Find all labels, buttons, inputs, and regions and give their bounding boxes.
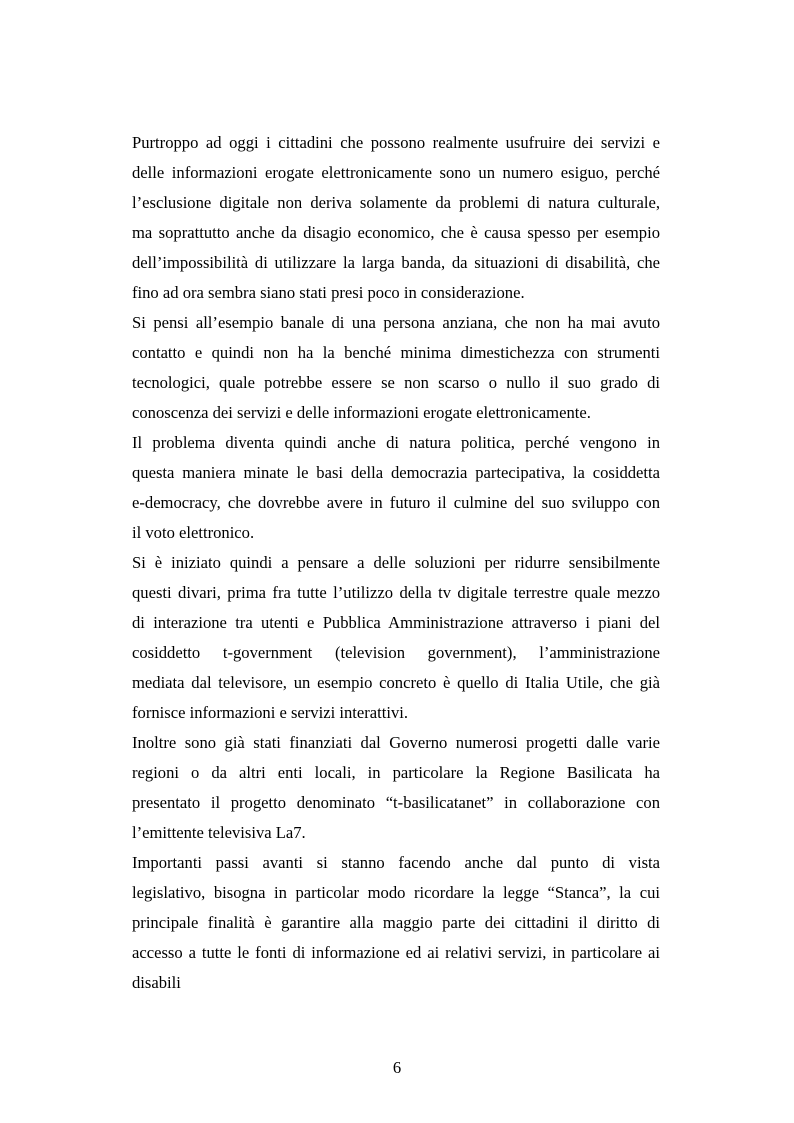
text-line: Il problema diventa quindi anche di natura politica, perché vengono in <box>132 433 660 452</box>
text-line: e-democracy, che dovrebbe avere in futuro il culmine del suo sviluppo con <box>132 493 660 512</box>
text-line: presentato il progetto denominato “t-basilicatanet” in collaborazione con <box>132 793 660 812</box>
text-line: contatto e quindi non ha la benché minima dimestichezza con strumenti <box>132 343 660 362</box>
text-line: Si pensi all’esempio banale di una persona anziana, che non ha mai avuto <box>132 313 660 332</box>
text-line: l’esclusione digitale non deriva solamente da problemi di natura culturale, <box>132 193 660 212</box>
text-line: ma soprattutto anche da disagio economico, che è causa spesso per esempio <box>132 223 660 242</box>
text-line: questi divari, prima fra tutte l’utilizzo della tv digitale terrestre quale mezzo <box>132 583 660 602</box>
text-line: Si è iniziato quindi a pensare a delle soluzioni per ridurre sensibilmente <box>132 553 660 572</box>
paragraph-6 <box>132 848 660 998</box>
paragraph-2 <box>132 308 660 428</box>
paragraph-3 <box>132 428 660 548</box>
paragraph-1 <box>132 128 660 308</box>
text-line: disabili <box>132 973 181 992</box>
text-line: conoscenza dei servizi e delle informazioni erogate elettronicamente. <box>132 403 591 422</box>
text-line: fino ad ora sembra siano stati presi poco in considerazione. <box>132 283 525 302</box>
text-line: mediata dal televisore, un esempio concreto è quello di Italia Utile, che già <box>132 673 660 692</box>
body-text <box>132 128 660 998</box>
text-line: delle informazioni erogate elettronicamente sono un numero esiguo, perché <box>132 163 660 182</box>
text-line: l’emittente televisiva La7. <box>132 823 306 842</box>
text-line: accesso a tutte le fonti di informazione ed ai relativi servizi, in particolare ai <box>132 943 660 962</box>
text-line: fornisce informazioni e servizi interattivi. <box>132 703 409 722</box>
text-line: legislativo, bisogna in particolar modo ricordare la legge “Stanca”, la cui <box>132 883 660 902</box>
text-line: Purtroppo ad oggi i cittadini che possono realmente usufruire dei servizi e <box>132 133 660 152</box>
text-line: il voto elettronico. <box>132 523 255 542</box>
text-line: Inoltre sono già stati finanziati dal Governo numerosi progetti dalle varie <box>132 733 660 752</box>
page-number: 6 <box>392 1058 402 1077</box>
text-line: cosiddetto t-government (television government), l’amministrazione <box>132 643 660 662</box>
text-line: tecnologici, quale potrebbe essere se non scarso o nullo il suo grado di <box>132 373 660 392</box>
paragraph-5 <box>132 728 660 848</box>
text-line: di interazione tra utenti e Pubblica Amministrazione attraverso i piani del <box>132 613 660 632</box>
text-line: principale finalità è garantire alla maggio parte dei cittadini il diritto di <box>132 913 660 932</box>
text-line: Importanti passi avanti si stanno facendo anche dal punto di vista <box>132 853 660 872</box>
text-line: questa maniera minate le basi della democrazia partecipativa, la cosiddetta <box>132 463 660 482</box>
text-line: dell’impossibilità di utilizzare la larga banda, da situazioni di disabilità, che <box>132 253 660 272</box>
paragraph-4 <box>132 548 660 728</box>
text-line: regioni o da altri enti locali, in particolare la Regione Basilicata ha <box>132 763 660 782</box>
